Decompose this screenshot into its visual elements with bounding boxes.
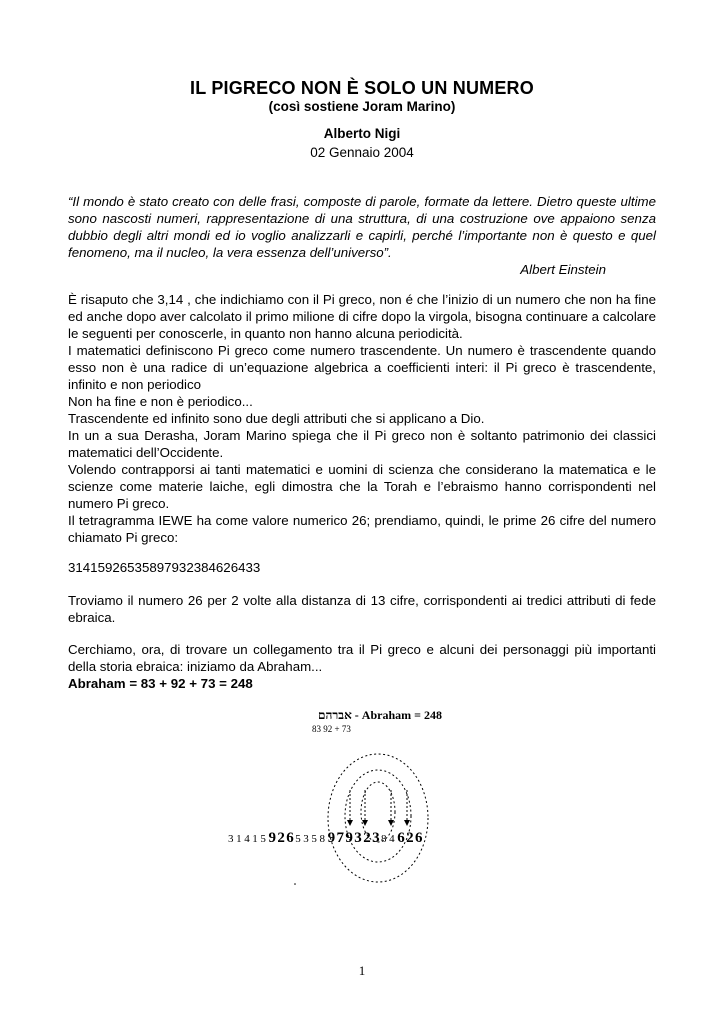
epigraph-quote: “Il mondo è stato creato con delle frasi, composte di parole, formate da lettere. Dietro queste ultime sono nascosti numeri, rappresentazione di una struttura, di una costruzione ove appaiono senza dubbio degli altri mondi ed io voglio analizzarli e capirli, perché l’importante non è questo e quel fenomeno, ma il nucleo, la vera essenza dell’universo”.: [68, 194, 656, 260]
paragraph: In un a sua Derasha, Joram Marino spiega che il Pi greco non è soltanto patrimonio dei classici matematici dell’Occidente.: [68, 428, 656, 460]
paragraph: Volendo contrapporsi ai tanti matematici e uomini di scienza che considerano la matematica e le scienze come materie laiche, egli dimostra che la Torah e l’ebraismo hanno corrispondenti nel numero Pi greco.: [68, 462, 656, 511]
paragraph: Troviamo il numero 26 per 2 volte alla distanza di 13 cifre, corrispondenti ai tredici attributi di fede ebraica.: [68, 593, 656, 625]
abraham-pi-figure: [220, 706, 510, 896]
digits-segment: 84: [381, 833, 398, 845]
paragraph: I matematici definiscono Pi greco come numero trascendente. Un numero è trascendente quando esso non è una radice di un’equazione algebrica a coefficienti interi: il Pi greco è trascendente, infinito e non periodico: [68, 343, 656, 392]
document-date: 02 Gennaio 2004: [310, 145, 414, 160]
page-number: 1: [358, 963, 366, 978]
author-name: Alberto Nigi: [323, 126, 401, 141]
paragraph: Il tetragramma IEWE ha come valore numerico 26; prendiamo, quindi, le prime 26 cifre del numero chiamato Pi greco:: [68, 513, 656, 545]
outer-oval: [328, 754, 428, 882]
arrowhead: [362, 820, 368, 826]
arrowhead: [347, 820, 353, 826]
paragraph: Trascendente ed infinito sono due degli attributi che si applicano a Dio.: [68, 411, 485, 426]
arrowhead: [388, 820, 394, 826]
epigraph-author: Albert Einstein: [520, 262, 606, 277]
digits-segment: 979323: [327, 830, 382, 846]
paragraph: Cerchiamo, ora, di trovare un collegamento tra il Pi greco e alcuni dei personaggi più importanti della storia ebraica: iniziamo da Abraham...: [68, 642, 656, 674]
middle-oval: [345, 770, 411, 862]
pi-digits-line: 31415926535897932384626433: [68, 560, 261, 575]
figure-title: אברהם - Abraham = 248: [318, 708, 442, 722]
document-subtitle: (così sostiene Joram Marino): [268, 99, 456, 114]
document-title: IL PIGRECO NON È SOLO UN NUMERO: [190, 78, 534, 98]
digits-segment: 31415: [228, 833, 269, 845]
figure-subtitle: 83 92 + 73: [312, 724, 351, 734]
arrowhead: [404, 820, 410, 826]
digits-segment: 626: [397, 830, 424, 846]
speck: [294, 883, 296, 885]
figure-digits: [228, 830, 424, 847]
paragraph: È risaputo che 3,14 , che indichiamo con il Pi greco, non é che l’inizio di un numero che non ha fine ed anche dopo aver calcolato il primo milione di cifre dopo la virgola, bisogna continuare a calcolare le seguenti per conoscerle, in quanto non hanno alcuna periodicità.: [68, 292, 656, 341]
body-text: [68, 291, 656, 692]
digits-segment: 5358: [295, 833, 328, 845]
digits-segment: 926: [268, 830, 296, 846]
abraham-formula: Abraham = 83 + 92 + 73 = 248: [68, 676, 253, 691]
paragraph: Non ha fine e non è periodico...: [68, 394, 253, 409]
nested-ovals-diagram: [220, 706, 510, 896]
